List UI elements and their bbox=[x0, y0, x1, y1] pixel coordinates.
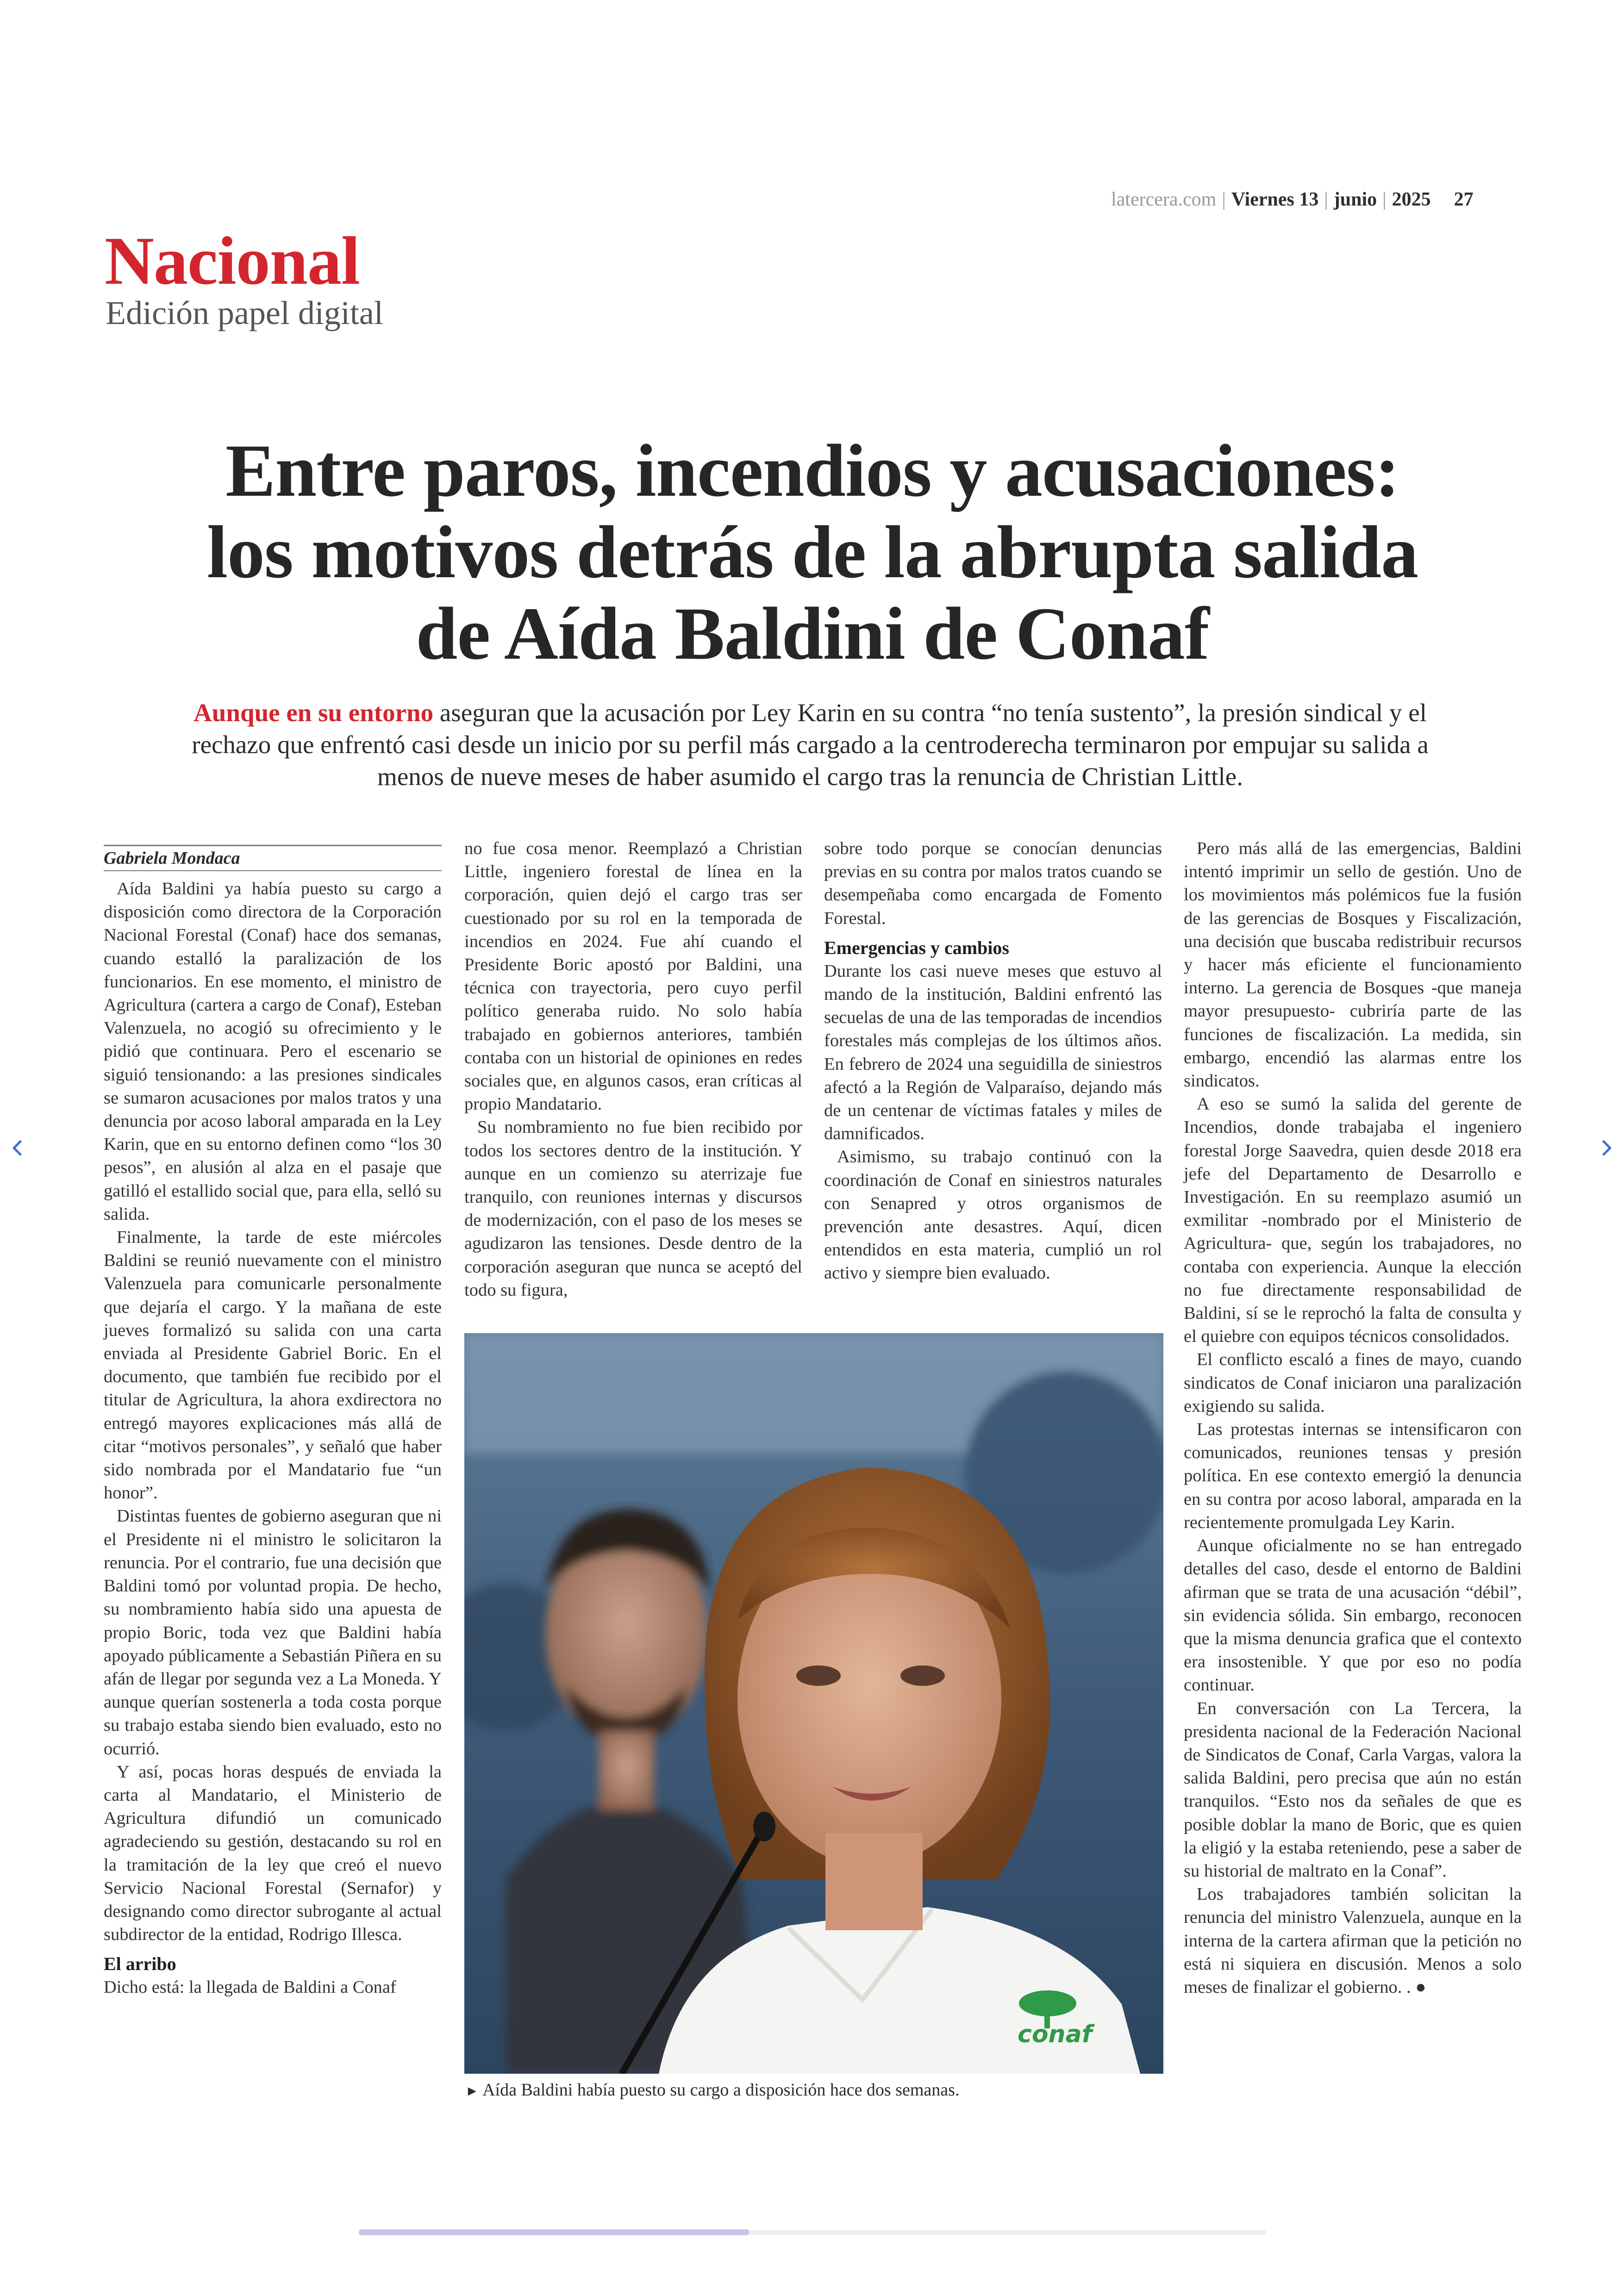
photo-illustration bbox=[464, 1333, 1163, 2074]
deck bbox=[185, 697, 1435, 792]
paragraph: Y así, pocas horas después de enviada la carta al Mandatario, el Ministerio de Agricultura difundió un comunicado agradeciendo su gestión, destacando su rol en la tramitación de la ley que creó el nuevo Servicio Nacional Forestal (Sernafor) y designando como director subrogante al actual subdirector de la entidad, Rodrigo Illesca. bbox=[104, 1762, 442, 1945]
previous-page-button[interactable] bbox=[4, 1134, 31, 1162]
date-day: Viernes 13 bbox=[1231, 189, 1319, 210]
subhead-el-arribo: El arribo bbox=[104, 1953, 176, 1975]
paragraph: Distintas fuentes de gobierno aseguran que ni el Presidente ni el ministro le solicitaron la renuncia. Por el contrario, fue una decisión que Baldini tomó por voluntad propia. De hecho, su nombramiento había sido una apuesta de propio Boric, toda vez que Baldini había apoyado públicamente a Sebastián Piñera en su afán de llegar por segunda vez a La Moneda. Y aunque querían sostenerla a toda costa porque su trabajo estaba siendo bien evaluado, esto no ocurrió. bbox=[104, 1506, 442, 1759]
headline-line: los motivos detrás de la abrupta salida bbox=[206, 511, 1418, 594]
conaf-logo-text: conaf bbox=[1018, 2021, 1093, 2048]
photo-caption bbox=[465, 2078, 1164, 2103]
next-page-button[interactable] bbox=[1593, 1134, 1620, 1162]
dateline: latercera.com | Viernes 13 | junio | 2025 27 bbox=[1111, 189, 1474, 210]
paragraph: Aída Baldini ya había puesto su cargo a disposición como directora de la Corporación Nacional Forestal (Conaf) hace dos semanas, cuando estalló la paralización de los funcionarios. En ese momento, el ministro de Agricultura (cartera a cargo de Conaf), Esteban Valenzuela, no acogió su ofrecimiento y le pidió que continuara. Pero el escenario se siguió tensionando: a las presiones sindicales se sumaron acusaciones por malos tratos y una denuncia por acoso laboral amparada en la Ley Karin, que en su entorno definen como “los 30 pesos”, en alusión al alza en el pasaje que gatilló el estallido social que, para ella, selló su salida. bbox=[104, 879, 442, 1224]
date-month: junio bbox=[1333, 189, 1377, 210]
column-1 bbox=[104, 877, 442, 1999]
paragraph: A eso se sumó la salida del gerente de Incendios, donde trabajaba el ingeniero forestal Jorge Saavedra, quien desde 2018 era jefe del Departamento de Desarrollo e Investigación. En su reemplazo asumió un exmilitar -nombrado por el Ministerio de Agricultura- que, según los trabajadores, no contaba con experiencia. Aunque la elección no fue directamente responsabilidad de Baldini, sí se le reprochó la falta de consulta y el quiebre con equipos técnicos consolidados. bbox=[1184, 1094, 1522, 1347]
caption-marker-icon: ► bbox=[465, 2083, 479, 2099]
deck-lead: Aunque en su entorno bbox=[194, 698, 434, 727]
paragraph: El conflicto escaló a fines de mayo, cuando sindicatos de Conaf iniciaron una paralización exigiendo su salida. bbox=[1184, 1350, 1522, 1416]
column-4 bbox=[1184, 837, 1522, 1999]
section-subtitle: Edición papel digital bbox=[106, 294, 383, 331]
column-2 bbox=[464, 837, 802, 1302]
site-name: latercera.com bbox=[1111, 189, 1217, 210]
paragraph: Pero más allá de las emergencias, Baldini intentó imprimir un sello de gestión. Uno de los movimientos más polémicos fue la fusión de las gerencias de Bosques y Fiscalización, una decisión que buscaba redistribuir recursos y hacer más eficiente el funcionamiento interno. La gerencia de Bosques -que maneja mayor presupuesto- cubriría parte de las funciones de fiscalización. La medida, sin embargo, encendió las alarmas entre los sindicatos. bbox=[1184, 839, 1522, 1091]
page-number: 27 bbox=[1454, 189, 1474, 210]
headline bbox=[116, 430, 1509, 675]
section-title: Nacional bbox=[105, 223, 360, 299]
paragraph: Asimismo, su trabajo continuó con la coordinación de Conaf en siniestros naturales con Senapred y otros organismos de prevención ante desastres. Aquí, dicen entendidos en esta materia, cumplió un rol activo y siempre bien evaluado. bbox=[824, 1147, 1162, 1283]
byline: Gabriela Mondaca bbox=[104, 848, 240, 868]
paragraph: Las protestas internas se intensificaron con comunicados, reuniones tensas y presión política. En ese contexto emergió la denuncia en su contra por acoso laboral, amparada en la recientemente promulgada Ley Karin. bbox=[1184, 1420, 1522, 1532]
caption-text: Aída Baldini había puesto su cargo a disposición hace dos semanas. bbox=[482, 2080, 960, 2100]
date-year: 2025 bbox=[1392, 189, 1431, 210]
paragraph: Su nombramiento no fue bien recibido por todos los sectores dentro de la institución. Y aunque en un comienzo su aterrizaje fue tranquilo, con reuniones internas y discursos de modernización, con el paso de los meses se agudizaron las tensiones. Desde dentro de la corporación aseguran que nunca se aceptó del todo su figura, bbox=[464, 1117, 802, 1300]
headline-line: de Aída Baldini de Conaf bbox=[416, 592, 1209, 675]
paragraph: Dicho está: la llegada de Baldini a Conaf bbox=[104, 1977, 396, 1997]
paragraph: Aunque oficialmente no se han entregado detalles del caso, desde el entorno de Baldini afirman que se trata de una acusación “débil”, sin evidencia sólida. Sin embargo, reconocen que la misma denuncia grafica que el contexto era insostenible. Y que por eso no podía continuar. bbox=[1184, 1536, 1522, 1695]
subhead-emergencias: Emergencias y cambios bbox=[824, 937, 1009, 958]
chevron-left-icon bbox=[8, 1139, 27, 1157]
headline-line: Entre paros, incendios y acusaciones: bbox=[225, 430, 1399, 512]
chevron-right-icon bbox=[1597, 1139, 1616, 1157]
paragraph: no fue cosa menor. Reemplazó a Christian Little, ingeniero forestal de línea en la corporación, quien dejó el cargo tras ser cuestionado por su rol en la temporada de incendios en 2024. Fue ahí cuando el Presidente Boric apostó por Baldini, una técnica con trayectoria, pero cuyo perfil político generaba ruido. No solo había trabajado en gobiernos anteriores, también contaba con un historial de opiniones en redes sociales que, en algunos casos, eran críticas al propio Mandatario. bbox=[464, 839, 802, 1114]
paragraph: Finalmente, la tarde de este miércoles Baldini se reunió nuevamente con el ministro Valenzuela para comunicarle personalmente que dejaría el cargo. Y la mañana de este jueves formalizó su salida con una carta enviada al Presidente Gabriel Boric. En el documento, que también fue recibido por el titular de Agricultura, la ahora exdirectora no entregó mayores explicaciones más allá de citar “motivos personales”, y señaló que haber sido nombrada por el Mandatario fue “un honor”. bbox=[104, 1228, 442, 1503]
paragraph: Durante los casi nueve meses que estuvo al mando de la institución, Baldini enfrentó las secuelas de una de las temporadas de incendios forestales más complejas de los últimos años. En febrero de 2024 una seguidilla de siniestros afectó a la Región de Valparaíso, dejando más de un centenar de víctimas fatales y miles de damnificados. bbox=[824, 961, 1162, 1144]
deck-text: aseguran que la acusación por Ley Karin en su contra “no tenía sustento”, la presión sindical y el rechazo que enfrentó casi desde un inicio por su perfil más cargado a la centroderecha terminaron por empujar su salida a menos de nueve meses de haber asumido el cargo tras la renuncia de Christian Little. bbox=[192, 698, 1429, 791]
column-3 bbox=[824, 837, 1162, 1285]
article-photo bbox=[464, 1333, 1163, 2074]
page-scroll-thumb[interactable] bbox=[359, 2229, 749, 2235]
paragraph: En conversación con La Tercera, la presidenta nacional de la Federación Nacional de Sindicatos de Conaf, Carla Vargas, valora la salida Baldini, pero precisa que aún no están tranquilos. “Esto nos da señales de que es posible doblar la mano de Boric, que es quien la eligió y la estaba reteniendo, pese a saber de su historial de maltrato en la Conaf”. bbox=[1184, 1698, 1522, 1881]
byline-box bbox=[104, 845, 442, 871]
paragraph: sobre todo porque se conocían denuncias previas en su contra por malos tratos cuando se desempeñaba como encargada de Fomento Forestal. bbox=[824, 839, 1162, 928]
paragraph: Los trabajadores también solicitan la renuncia del ministro Valenzuela, aunque en la interna de la cartera afirman que la petición no está ni siquiera en discusión. Menos a solo meses de finalizar el gobierno. . ● bbox=[1184, 1884, 1522, 1997]
